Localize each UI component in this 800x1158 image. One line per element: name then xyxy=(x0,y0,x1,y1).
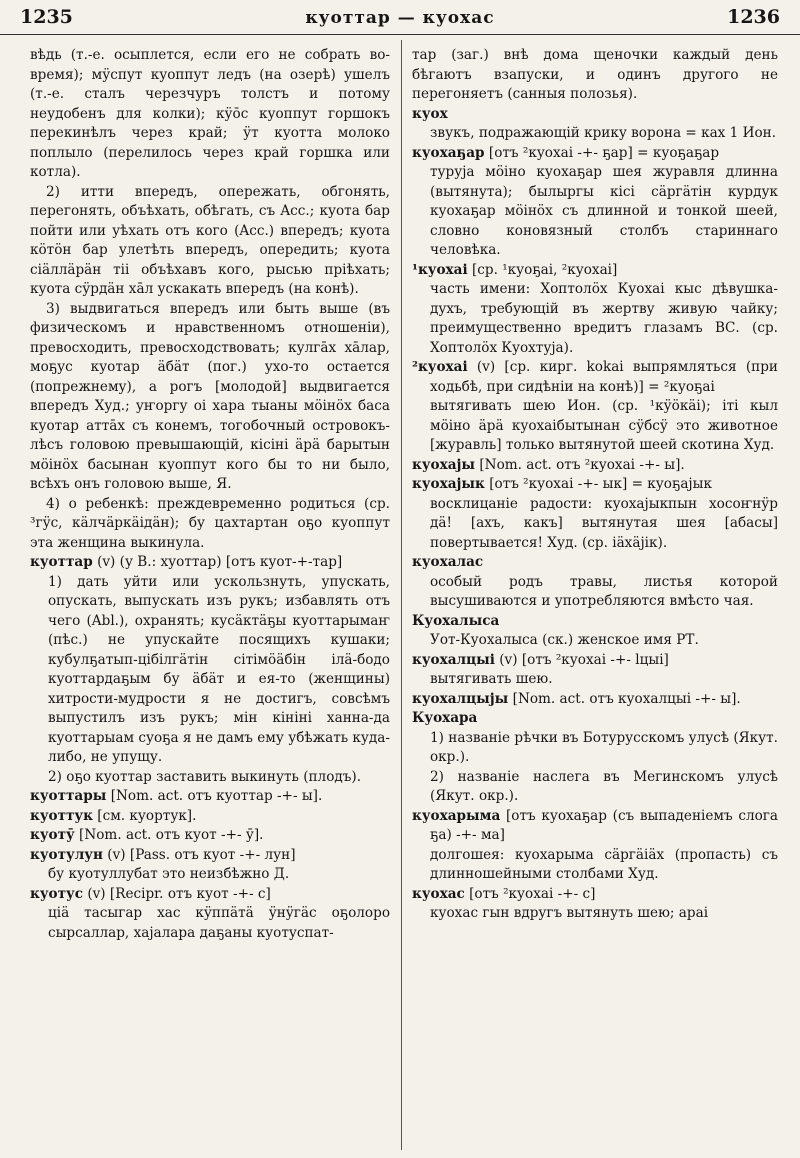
column-divider xyxy=(401,40,402,1150)
entry-head-rest: [см. куортук]. xyxy=(97,807,197,824)
dictionary-entry xyxy=(412,612,778,651)
entry-sense: 2) названiе наслега въ Мегинскомъ улусѣ (Якут. окр.). xyxy=(430,768,778,804)
entry-sense: туруjа мӧiно куохаҕар шея журавля длинна (вытянута); былыргы кiсi сäргäтiн курдук куохаҕар мӧiнӧх съ длинной и тонкой шеей, словно коновязный столбъ стариннаго человѣка. xyxy=(430,164,778,258)
entry-sense: бу куотуллубат это неизбѣжно Д. xyxy=(48,866,290,882)
right-continuation: тар (заг.) внѣ дома щеночки каждый день бѣгаютъ взапуски, и одинъ другого не перегоняетъ (санныя полозья). xyxy=(412,47,778,102)
entry-head-rest: [отъ ²куохаi -+- с] xyxy=(469,885,596,902)
entry-head-rest: [Nom. act. отъ куоттар -+- ы]. xyxy=(110,788,323,804)
entry-head-rest: [Nom. act. отъ ²куохаi -+- ы]. xyxy=(479,456,685,473)
entry-headword: куотӯ xyxy=(30,827,75,843)
dictionary-entry xyxy=(30,807,390,827)
entry-head-rest: [Nom. act. отъ куохалцыi -+- ы]. xyxy=(512,690,741,707)
entry-head-rest: [Nom. act. отъ куот -+- ӯ]. xyxy=(79,827,264,843)
running-title: куоттар — куохас xyxy=(305,8,495,28)
entry-headword: куотус xyxy=(30,885,83,902)
entry-headword: Куохара xyxy=(412,710,478,726)
entry-headword: куоттук xyxy=(30,807,93,824)
entry-sense: особый родъ травы, листья которой высушиваются и употребляются вмѣсто чая. xyxy=(430,573,778,609)
entry-headword: куохалцыi xyxy=(412,651,495,668)
entry-headword: куохалцыjы xyxy=(412,690,509,707)
entry-headword: куохаҕар xyxy=(412,144,485,161)
dictionary-entry xyxy=(412,475,778,553)
entry-headword: куохас xyxy=(412,885,465,902)
left-page-number: 1235 xyxy=(20,6,73,28)
right-page-number: 1236 xyxy=(727,6,780,28)
entry-sense: восклицанiе радости: куохаjыкпын хосоҥнӱр дä! [ахъ, какъ] вытянутая шея [абасы] повертывается! Худ. (ср. iäхäjiк). xyxy=(430,495,778,551)
entry-sense: 1) дать уйти или ускользнуть, упускать, опускать, выпускать изъ рукъ; избавлять отъ чего (Abl.), охранять; кусäктäҕы куоттарымаҥ (пѣс.) не упускайте посящихъ кушаки; кубулҕатып-цiбiлгäтiн сiтiмӧäбiн iлä-бодо куоттардаҕым бу äбäт и ея-то (женщины) хитрости-мудрости я не достигъ, совсѣмъ выпустилъ изъ рукъ; мiн кiнiнi ханна-да куоттарыам суоҕа я не дамъ ему убѣжать куда-либо, не упущу. xyxy=(48,573,390,765)
entry-head-rest: (v) [Recipr. отъ куот -+- с] xyxy=(87,885,271,902)
entry-sense: 1) названiе рѣчки въ Ботурусскомъ улусѣ (Якут. окр.). xyxy=(430,729,778,765)
entry-sense: цiä тасыгар хас кӱппäтä ӱнӱгäс оҕолоро сырсаллар, хаjалара даҕаны куотуспат- xyxy=(48,905,390,941)
entry-head-rest: [ср. ¹куоҕаi, ²куохаi] xyxy=(471,261,618,278)
dictionary-entry xyxy=(412,553,778,612)
entry-head-rest: (v) [отъ ²куохаi -+- lцыi] xyxy=(499,651,669,668)
entry-sense: 2) оҕо куоттар заставить выкинуть (плодъ). xyxy=(48,768,362,785)
dictionary-entry xyxy=(30,826,390,846)
entry-headword: куотулун xyxy=(30,846,103,863)
page-header xyxy=(0,0,800,35)
dictionary-entry xyxy=(412,358,778,456)
dictionary-entry xyxy=(30,846,390,885)
entry-head-rest: (v) [ср. кирг. kokai выпрямляться (при ходьбѣ, при сидѣнiи на конѣ)] = ²куоҕаi xyxy=(430,359,778,395)
dictionary-entry xyxy=(412,651,778,690)
entry-sense: вытягивать шею Ион. (ср. ¹кӱӧкäi); iтi кыл мӧiно äрä куохаiбытынан сӱбсӱ это животное [журавль] только вытянутой шеей скотина Худ. xyxy=(430,398,778,453)
left-sense: 2) итти впередъ, опережать, обгонять, перегонять, объѣхать, обѣгать, съ Acc.; куота бар пойти или уѣхать отъ кого (Acc.) впередъ; куота кӧтӧн бар улетѣть впередъ, опередить; куота сiäллäрäн тii объѣхавъ кого, рысью прiѣхать; куота сӱрдäн хāл ускакать впередъ (на конѣ). xyxy=(30,183,390,297)
dictionary-entry xyxy=(412,456,778,476)
dictionary-entry xyxy=(412,709,778,807)
left-column xyxy=(30,46,390,1152)
entry-head-rest: [отъ куохаҕар (съ выпаденiемъ слога ҕа) -+- ма] xyxy=(430,807,778,843)
left-sense: 4) о ребенкѣ: преждевременно родиться (ср. ³гӱс, кäлчäркäiдäн); бу цахтартан оҕо куоппут эта женщина выкинула. xyxy=(30,495,390,551)
entry-headword: куохаjык xyxy=(412,476,485,492)
dictionary-entry xyxy=(412,690,778,710)
entry-headword: куох xyxy=(412,105,448,122)
entry-headword: ²куохаi xyxy=(412,359,468,375)
entry-sense: Уот-Куохалыса (ск.) женское имя РТ. xyxy=(430,632,699,648)
dictionary-entry xyxy=(412,807,778,885)
entry-sense: часть имени: Хоптолӧх Куохаi кыс дѣвушка-духъ, требующiй въ жертву живую чайку; преимущественно вредитъ глазамъ ВС. (ср. Хоптолӧх Куохтуjа). xyxy=(430,281,778,356)
dictionary-entry xyxy=(30,553,390,787)
entry-headword: Куохалыса xyxy=(412,612,500,629)
right-column xyxy=(412,46,778,1152)
entry-headword: куоттар xyxy=(30,554,93,570)
entry-sense: вытягивать шею. xyxy=(430,671,553,687)
dictionary-entry xyxy=(412,144,778,261)
entry-head-rest: [отъ ²куохаi -+- ҕар] = куоҕаҕар xyxy=(488,144,720,161)
entry-headword: куоттары xyxy=(30,788,107,804)
entry-headword: куохалас xyxy=(412,554,484,570)
dictionary-entry xyxy=(412,261,778,359)
entry-sense: долгошея: куохарыма сäргäiäх (пропасть) съ длинношейными столбами Худ. xyxy=(430,846,778,882)
dictionary-entry xyxy=(412,105,778,144)
entry-sense: звукъ, подражающiй крику ворона = ках 1 Ион. xyxy=(430,125,777,141)
dictionary-entry xyxy=(412,885,778,924)
entry-headword: куохарыма xyxy=(412,807,501,824)
entry-head-rest: [отъ ²куохаi -+- ык] = куоҕаjык xyxy=(489,476,712,492)
entry-head-rest: (v) [Pass. отъ куот -+- лун] xyxy=(107,846,296,863)
left-sense: 3) выдвигаться впередъ или быть выше (въ физическомъ и нравственномъ отношенiи), превосходить, превосходствовать; кулгāх хāлар, моҕус куотар äбäт (пог.) ухо-то остается (попрежнему), а рогъ [молодой] выдвигается впередъ Худ.; уҥоргу оi хара тыаны мӧiнӧх баса куотар аттāх съ конемъ, тогобочный островокъ-лѣсъ головою превышающiй, кiсiнi äрä барытын мӧiнӧх басынан куоппут кого бы то ни было, всѣхъ онъ головою выше, Я. xyxy=(30,300,390,492)
entry-head-rest: (v) (у В.: хуоттар) [отъ куот-+-тар] xyxy=(97,554,343,570)
dictionary-entry xyxy=(30,885,390,944)
entry-headword: ¹куохаi xyxy=(412,261,468,278)
dictionary-entry xyxy=(30,787,390,807)
left-continuation: вѣдь (т.-е. осыплется, если его не собрать во-время); мӱспут куоппут ледъ (на озерѣ) ушелъ (т.-е. сталъ черезчуръ толстъ и потому неудобенъ для колки); кӱōс куоппут горшокъ перекинѣлъ через край; ӱт куотта молоко поплыло (перелилось через край горшка или котла). xyxy=(30,47,390,180)
entry-headword: куохаjы xyxy=(412,456,476,473)
entry-sense: куохас гын вдругъ вытянуть шею; араi xyxy=(430,905,709,921)
